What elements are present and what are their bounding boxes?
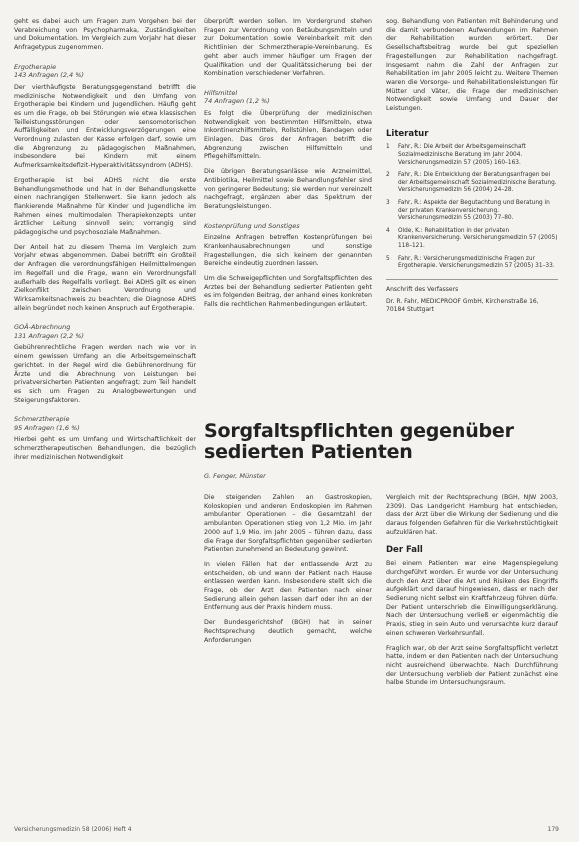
section-heading-der-fall: Der Fall: [386, 544, 423, 555]
reference-number: 2: [386, 172, 390, 179]
section-heading-hilfsmittel: [204, 89, 372, 106]
reference-text: Olde, K.: Rehabilitation in der privaten Krankenversicherung. Versicherungsmedizin 57 (2005) 118–121.: [398, 227, 558, 249]
article-author: G. Fenger, Münster: [204, 472, 266, 480]
reference-text: Fahr, R.: Die Arbeit der Arbeitsgemeinschaft Sozialmedizinische Beratung im Jahr 2004. Versicherungsmedizin 57 (2005) 160–163.: [398, 144, 526, 166]
paragraph: sog. Behandlung von Patienten mit Behinderung und die damit verbundenen Aufwendungen im Rahmen der Rehabilitation wurden erörtert. Der Gesellschaftsbeitrag wurde bei gut speziellen Fragestellungen zur Rehabilitation nachgefragt. Insgesamt nahm die Zahl der Anfragen zur Rehabilitation im Jahr 2005 leicht zu. Weitere Themen waren die Vorsorge- und Rehabilitationsleistungen für Mütter und Väter, die Frage der medizinischen Notwendigkeit sowie Umfang und Dauer der Leistungen.: [386, 18, 558, 113]
paragraph: Der vierthäufigste Beratungsgegenstand betrifft die medizinische Notwendigkeit und den Umfang von Ergotherapie bei Kindern und Jugendlichen. Häufig geht es um die Frage, ob bei Störungen wie etwa klassischen Teilleistungsstörungen oder sensomotorischen Auffälligkeiten und Entwicklungsverzögerungen eine Verordnung zulasten der Kasse erfolgen darf, sowie um die Abgrenzung zu pädagogischen Maßnahmen, insbesondere bei Kindern mit einem Aufmerksamkeitsdefizit-Hyperaktivitätssyndrom (ADHS).: [14, 83, 196, 170]
paragraph: Es folgt die Überprüfung der medizinischen Notwendigkeit von bestimmten Hilfsmitteln, etwa Inkontinenzhilfsmitteln, Rollstühlen, Bandagen oder Einlagen. Das Gros der Anfragen betrifft die Abgrenzung zwischen Hilfsmitteln und Pflegehilfsmitteln.: [204, 109, 372, 161]
heading-text: GOÄ-Abrechnung: [14, 323, 71, 332]
paragraph: Gebührenrechtliche Fragen werden nach wie vor in einem gewissen Umfang an die Arbeitsgemeinschaft gerichtet. In der Regel wird die Gebührenordnung für Ärzte und die Abrechnung von Leistungen bei privatversicherten Patienten angefragt; zum Teil handelt es sich um Fragen zu Analogbewertungen und Steigerungsfaktoren.: [14, 344, 196, 404]
paragraph: überprüft werden sollen. Im Vordergrund stehen Fragen zur Verordnung von Betäubungsmitteln und zur Dokumentation sowie Vereinbarkeit mit den Richtlinien der Schmerztherapie-Vereinbarung. Es geht aber auch immer häufiger um Fragen der Qualifikation und der Qualitätssicherung bei der Kombination verschiedener Verfahren.: [204, 18, 372, 78]
reference-text: Fahr, R.: Aspekte der Begutachtung und Beratung in der privaten Krankenversicherung. Versicherungsmedizin 55 (2003) 77–80.: [398, 200, 550, 222]
literature-heading: Literatur: [386, 128, 429, 139]
article-title: Sorgfaltspflichten gegenüber sedierten Patienten: [204, 420, 514, 463]
heading-count: 131 Anfragen (2,2 %): [14, 331, 84, 340]
paragraph: geht es dabei auch um Fragen zum Vorgehen bei der Verabreichung von Psychopharmaka, Zuständigkeiten und Dokumentation. Im Vergleich zum Vorjahr hat dieser Anfragetypus zugenommen.: [14, 18, 196, 52]
paragraph: Einzelne Anfragen betreffen Kostenprüfungen bei Krankenhausabrechnungen und sonstige Fragestellungen, die sich keinem der genannten Bereiche eindeutig zuordnen lassen.: [204, 234, 372, 268]
author-address: [386, 286, 558, 314]
heading-text: Schmerztherapie: [14, 415, 70, 424]
reference-number: 4: [386, 227, 390, 234]
paragraph: Der Bundesgerichtshof (BGH) hat in seiner Rechtsprechung deutlich gemacht, welche Anforderungen: [204, 619, 372, 644]
paragraph: Um die Schweigepflichten und Sorgfaltspflichten des Arztes bei der Behandlung sedierter Patienten geht es im folgenden Beitrag, der anhand eines konkreten Falls die rechtlichen Rahmenbedingungen erläutert.: [204, 274, 372, 309]
paragraph: Die übrigen Beratungsanlässe wie Arzneimittel, Antibiotika, Heilmittel sowie Behandlungsfehler sind von geringerer Bedeutung; sie werden nur vereinzelt nachgefragt, ergänzen aber das Spektrum der Beratungsleistungen.: [204, 168, 372, 210]
paragraph: Bei einem Patienten war eine Magenspiegelung durchgeführt worden. Er wurde vor der Untersuchung durch den Arzt über die Art und Risiken des Eingriffs aufgeklärt und darauf hingewiesen, dass er nach der Sedierung nicht selbst ein Kraftfahrzeug führen dürfe. Der Patient unterschrieb die Einwilligungserklärung. Nach der Untersuchung verließ er eigenmächtig die Praxis, stieg in sein Auto und verursachte kurz darauf einen schweren Verkehrsunfall.: [386, 560, 558, 637]
reference-item: [386, 172, 558, 195]
column-right-upper: [386, 18, 558, 414]
address-text: Dr. R. Fahr, MEDICPROOF GmbH, Kirchenstraße 16, 70184 Stuttgart: [386, 297, 539, 313]
section-heading-schmerztherapie: [14, 415, 196, 432]
page-number: 179: [547, 826, 559, 833]
section-heading-kostenpruefung: Kostenprüfung und Sonstiges: [204, 221, 300, 230]
page-footer: [14, 826, 559, 833]
heading-text: Ergotherapie: [14, 62, 57, 71]
paragraph: In vielen Fällen hat der entlassende Arzt zu entscheiden, ob und wann der Patient nach Hause entlassen werden kann. Insbesondere stellt sich die Frage, ob der Arzt den Patienten nach einer Sedierung allein gehen lassen darf oder ihn an der Entfernung aus der Praxis hindern muss.: [204, 560, 372, 612]
paragraph: Vergleich mit der Rechtsprechung (BGH, NJW 2003, 2309). Das Landgericht Hamburg hat entschieden, dass der Arzt über die Wirkung der Sedierung und die daraus folgenden Gefahren für die Verkehrstüchtigkeit aufzuklären hat.: [386, 494, 558, 536]
journal-reference: Versicherungsmedizin 58 (2006) Heft 4: [14, 826, 132, 833]
reference-text: Fahr, R.: Die Entwicklung der Beratungsanfragen bei der Arbeitsgemeinschaft Sozialmedizinische Beratung. Versicherungsmedizin 56 (2004) 24–28.: [398, 172, 557, 194]
reference-item: [386, 228, 558, 251]
paragraph: Ergotherapie ist bei ADHS nicht die erste Behandlungsmethode und hat in der Behandlungskette einen nachrangigen Stellenwert. Sie kann jedoch als flankierende Maßnahme für Kinder und Jugendliche im Rahmen eines multimodalen Therapiekonzepts unter ärztlicher Leitung sinnvoll sein; vorrangig sind pädagogische und psychosoziale Maßnahmen.: [14, 176, 196, 237]
column-right-lower: [386, 494, 558, 820]
section-heading-goae: [14, 323, 196, 340]
paragraph: Die steigenden Zahlen an Gastroskopien, Koloskopien und anderen Endoskopien im Rahmen ambulanter Operationen – die Gesamtzahl der ambulanten Operationen stieg von 1,2 Mio. im Jahr 2000 auf 1,9 Mio. im Jahr 2005 – führen dazu, dass die Frage der Sorgfaltspflichten gegenüber sedierten Patienten zunehmend an Bedeutung gewinnt.: [204, 494, 372, 554]
column-middle-upper: [204, 18, 372, 414]
reference-number: 3: [386, 200, 390, 206]
heading-count: 74 Anfragen (1,2 %): [204, 97, 270, 106]
reference-number: 1: [386, 144, 390, 151]
reference-list: [386, 144, 558, 270]
heading-count: 95 Anfragen (1,6 %): [14, 423, 80, 432]
reference-number: 5: [386, 255, 390, 262]
heading-text: Hilfsmittel: [204, 88, 238, 97]
reference-item: [386, 144, 558, 167]
reference-text: Fahr, R.: Versicherungsmedizinische Fragen zur Ergotherapie. Versicherungsmedizin 57 (2005) 31–33.: [398, 255, 555, 270]
heading-count: 143 Anfragen (2,4 %): [14, 71, 84, 80]
section-heading-ergotherapie: [14, 63, 196, 80]
reference-item: [386, 256, 558, 271]
paragraph: Hierbei geht es um Umfang und Wirtschaftlichkeit der schmerztherapeutischen Behandlungen, die bezüglich ihrer medizinischen Notwendigkeit: [14, 436, 196, 461]
divider: [386, 279, 558, 280]
paragraph: Der Anteil hat zu diesem Thema im Vergleich zum Vorjahr etwas abgenommen. Dabei betrifft ein Großteil der Anfragen die verordnungsfähigen Heilmittelmengen im Regelfall und die Frage, wann ein Verordnungsfall außerhalb des Regelfalls vorliegt. Bei ADHS gilt es einen Zielkonflikt zwischen Verordnung und Wirksamkeitsnachweis zu beachten; die Diagnose ADHS allein begründet noch keinen Anspruch auf Ergotherapie.: [14, 243, 196, 312]
reference-item: [386, 200, 558, 223]
paragraph: Fraglich war, ob der Arzt seine Sorgfaltspflicht verletzt hatte, indem er den Patienten nach der Untersuchung nicht ausreichend überwachte. Nach Durchführung der Untersuchung verblieb der Patient zunächst eine halbe Stunde im Untersuchungsraum.: [386, 644, 558, 687]
address-label: Anschrift des Verfassers: [386, 285, 459, 293]
column-middle-lower: [204, 494, 372, 820]
column-left: [14, 18, 196, 820]
